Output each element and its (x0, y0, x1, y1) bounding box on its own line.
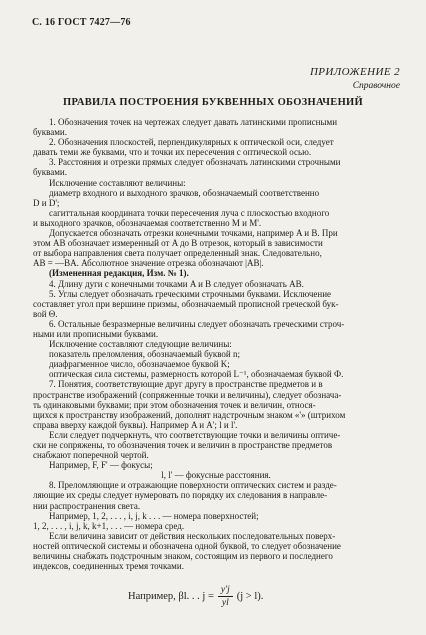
page-header: С. 16 ГОСТ 7427—76 (32, 17, 131, 28)
text-line: щихся к пространству изображений, дополнят надстрочным знаком «'» (штрихом (33, 409, 346, 420)
text-line: вой Θ. (33, 308, 58, 319)
appendix-label (310, 66, 400, 91)
text-line: снабжают поперечной чертой. (33, 450, 149, 461)
text-line: D и D'; (33, 197, 60, 208)
text-line: буквами. (33, 167, 67, 178)
text-line: l, l' — фокусные расстояния. (161, 470, 271, 481)
text-line: 3. Расстояния и отрезки прямых следует обозначать латинскими строчными (49, 157, 341, 168)
text-line: Например, 1, 2, . . . , i, j, k . . . — номера поверхностей; (49, 510, 259, 521)
text-line: давать теми же буквами, что и точки их пересечения с оптической осью. (33, 147, 312, 158)
text-line: справа вверху каждой буквы). Например A и A'; l и l'. (33, 419, 238, 430)
formula-tail: (j > l). (236, 591, 264, 602)
text-line: ски не сопряжены, то обозначения точек и величин в пространстве предметов (33, 440, 333, 450)
text-line: 5. Углы следует обозначать греческими строчными буквами. Исключение (49, 288, 332, 299)
text-line: 1. Обозначения точек на чертежах следует давать латинскими прописными (49, 117, 338, 127)
formula-fraction (218, 585, 233, 608)
text-line: Исключение составляют следующие величины: (49, 339, 232, 350)
text-line: Допускается обозначать отрезки конечными точками, например A и B. При (49, 228, 338, 239)
text-line: 6. Остальные безразмерные величины следует обозначать греческими строч- (49, 318, 345, 329)
text-line: (Измененная редакция, Изм. № 1). (49, 268, 189, 279)
text-line: Исключение составляют величины: (49, 177, 186, 188)
text-line: ть одинаковыми буквами; при этом обозначения точек и величин, относя- (33, 399, 316, 410)
formula (128, 585, 263, 608)
text-line: пространстве изображений (сопряженные точки и величины), следует обознача- (33, 389, 342, 400)
text-line: буквами. (33, 127, 67, 138)
formula-lead: Например, βl. . . j = (128, 591, 214, 602)
formula-numerator: y'j (218, 585, 233, 597)
text-line: Например, F, F' — фокусы; (49, 460, 153, 471)
text-line: индексов, соединенных тремя точками. (33, 561, 184, 572)
text-line: диаметр входного и выходного зрачков, обозначаемый соответственно (49, 187, 320, 198)
appendix-title: ПРИЛОЖЕНИЕ 2 (309, 66, 400, 78)
text-line: 7. Понятия, соответствующие друг другу в пространстве предметов и в (49, 379, 323, 390)
text-line: величины снабжать подстрочным знаком, состоящим из первого и последнего (33, 551, 333, 562)
text-line: Если величина зависит от действия нескольких последовательных поверх- (49, 530, 336, 541)
text-line: нии распространения света. (33, 500, 141, 511)
text-line: 1, 2, . . . , i, j, k, k+1, . . . — номера сред. (33, 520, 185, 531)
text-line: Если следует подчеркнуть, что соответствующие точки и величины оптиче- (49, 429, 341, 440)
text-line: этом AB обозначает измеренный от A до B отрезок, который в зависимости (33, 238, 323, 249)
text-line: и выходного зрачков, обозначаемая соответственно M и M'. (33, 217, 262, 228)
text-line: ляющие их среды следует нумеровать по порядку их следования в направле- (33, 490, 328, 501)
text-line: оптическая сила системы, размерность которой L⁻¹, обозначаемая буквой Ф. (49, 369, 344, 380)
text-line: 8. Преломляющие и отражающие поверхности оптических систем и разде- (49, 480, 337, 491)
text-line: показатель преломления, обозначаемый буквой n; (49, 349, 240, 360)
text-line: диафрагменное число, обозначаемое буквой K; (49, 359, 230, 370)
text-line: ностей оптической системы и обозначена одной буквой, то следует обозначение (33, 540, 341, 551)
formula-denominator: yl (221, 598, 229, 608)
text-line: составляет угол при вершине призмы, обозначаемый прописной греческой бук- (33, 298, 339, 309)
text-line: AB = —BA. Абсолютное значение отрезка обозначают |AB|. (33, 258, 264, 269)
text-line: сагиттальная координата точки пересечения луча с плоскостью входного (49, 207, 330, 218)
text-line: ными или прописными буквами. (33, 328, 159, 339)
text-line: 2. Обозначения плоскостей, перпендикулярных к оптической оси, следует (49, 137, 334, 148)
text-line: от выбора направления света получает определенный знак. Следовательно, (33, 248, 322, 259)
appendix-subtitle: Справочное (352, 81, 400, 91)
section-title: ПРАВИЛА ПОСТРОЕНИЯ БУКВЕННЫХ ОБОЗНАЧЕНИЙ (62, 97, 363, 108)
document-body (33, 117, 399, 571)
text-line: 4. Длину дуги с конечными точками A и B следует обозначать AB. (49, 278, 304, 289)
